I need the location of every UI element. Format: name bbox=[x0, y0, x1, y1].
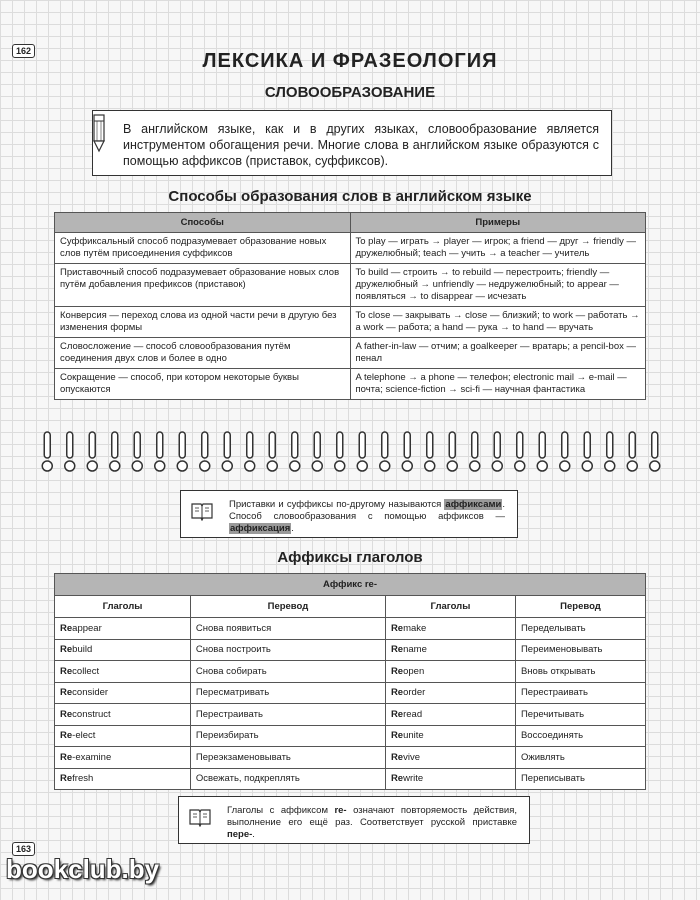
table-row bbox=[55, 338, 646, 369]
note-re-prefix bbox=[178, 796, 530, 844]
verb-prefix: Re bbox=[390, 708, 404, 720]
spiral-ring bbox=[470, 432, 480, 471]
translation-text: Перечитывать bbox=[520, 708, 585, 720]
translation-text: Перестраивать bbox=[195, 708, 263, 720]
verb-stem: order bbox=[403, 687, 426, 699]
affix-heading: Аффиксы глаголов bbox=[277, 549, 423, 566]
verb-prefix: Re bbox=[60, 622, 73, 634]
verb-stem: open bbox=[403, 665, 425, 677]
verb-stem: construct bbox=[72, 708, 111, 720]
spiral-ring bbox=[357, 432, 367, 471]
translation-cell bbox=[190, 725, 385, 747]
verb-cell bbox=[55, 704, 191, 726]
spiral-ring bbox=[65, 432, 75, 471]
col-header-verbs: Глаголы bbox=[55, 596, 191, 618]
spiral-ring bbox=[380, 432, 390, 471]
spiral-ring bbox=[402, 432, 412, 471]
verb-prefix: Re bbox=[390, 665, 404, 677]
bold-term: re- bbox=[334, 805, 347, 816]
verb-stem: fresh bbox=[72, 773, 94, 785]
translation-cell bbox=[190, 661, 385, 683]
verb-cell bbox=[55, 661, 191, 683]
spiral-ring bbox=[425, 432, 435, 471]
verb-stem: build bbox=[72, 644, 93, 656]
table-row bbox=[55, 307, 646, 338]
verb-stem: appear bbox=[72, 622, 102, 634]
methods-header-examples: Примеры bbox=[350, 213, 646, 233]
translation-text: Пересматривать bbox=[195, 687, 270, 699]
translation-cell bbox=[515, 704, 645, 726]
verb-cell bbox=[385, 682, 515, 704]
spiral-ring bbox=[87, 432, 97, 471]
verb-prefix: Re bbox=[60, 751, 73, 763]
methods-heading: Способы образования слов в английском языке bbox=[168, 188, 532, 205]
highlight-term: аффиксами bbox=[445, 499, 502, 510]
note-text: означают повторяемость действия, выполнение его ещё раз. Соответствует русской приставке bbox=[227, 805, 517, 828]
verb-cell bbox=[55, 768, 191, 790]
bold-term: пере- bbox=[227, 829, 253, 840]
spiral-ring bbox=[155, 432, 165, 471]
verb-prefix: Re bbox=[60, 773, 73, 785]
verb-stem: collect bbox=[72, 665, 100, 677]
spiral-ring bbox=[560, 432, 570, 471]
spiral-ring bbox=[312, 432, 322, 471]
method-examples: A telephone → a phone — телефон; electronic mail → e-mail — почта; science-fiction → sci-fi — научная фантастика bbox=[350, 369, 646, 400]
verb-stem: write bbox=[403, 773, 424, 785]
table-row bbox=[55, 725, 646, 747]
note-text: . Способ словообразования с помощью аффиксов — bbox=[229, 499, 505, 522]
table-row bbox=[55, 704, 646, 726]
table-row bbox=[55, 682, 646, 704]
translation-text: Переизбирать bbox=[195, 730, 259, 742]
col-header-translation: Перевод bbox=[515, 596, 645, 618]
verb-cell bbox=[55, 725, 191, 747]
verb-stem: -examine bbox=[72, 751, 112, 763]
verb-stem: read bbox=[403, 708, 423, 720]
table-row bbox=[55, 618, 646, 640]
translation-text: Перестраивать bbox=[520, 687, 588, 699]
translation-cell bbox=[515, 747, 645, 769]
note-text: Приставки и суффиксы по-другому называются bbox=[229, 499, 445, 510]
translation-text: Переэкзаменовывать bbox=[195, 751, 291, 763]
table-row bbox=[55, 747, 646, 769]
method-description: Словосложение — способ словообразования путём соединения двух слов и более в одно bbox=[55, 338, 351, 369]
translation-cell bbox=[190, 682, 385, 704]
verb-cell bbox=[385, 704, 515, 726]
intro-box bbox=[92, 110, 612, 176]
affix-group-header: Аффикс re- bbox=[55, 574, 646, 596]
verb-cell bbox=[55, 618, 191, 640]
verb-prefix: Re bbox=[390, 730, 404, 742]
table-row bbox=[55, 233, 646, 264]
translation-cell bbox=[515, 661, 645, 683]
verb-stem: unite bbox=[403, 730, 424, 742]
page-number-bottom: 163 bbox=[12, 842, 35, 856]
method-examples: To build — строить → to rebuild — перестроить; friendly — дружелюбный → unfriendly — недружелюбный; to appear — появляться → to disappear — исчезать bbox=[350, 264, 646, 307]
verb-prefix: Re bbox=[60, 708, 73, 720]
pen-icon bbox=[91, 113, 107, 153]
translation-cell bbox=[515, 682, 645, 704]
spiral-ring bbox=[132, 432, 142, 471]
verb-prefix: Re bbox=[390, 751, 404, 763]
spiral-ring bbox=[627, 432, 637, 471]
method-examples: To close — закрывать → close — близкий; to work — работать → a work — работа; a hand — рука → to hand — вручать bbox=[350, 307, 646, 338]
highlight-term: аффиксация bbox=[230, 523, 291, 534]
translation-cell bbox=[190, 639, 385, 661]
translation-text: Переименовывать bbox=[520, 644, 603, 656]
translation-text: Переделывать bbox=[520, 622, 586, 634]
spiral-binding bbox=[36, 428, 666, 478]
verb-prefix: Re bbox=[60, 687, 73, 699]
page-number-top: 162 bbox=[12, 44, 35, 58]
translation-cell bbox=[515, 618, 645, 640]
spiral-ring bbox=[492, 432, 502, 471]
spiral-ring bbox=[447, 432, 457, 471]
intro-text: В английском языке, как и в других языках, словообразование является инструментом обогащения речи. Многие слова в английском языке образуются с помощью аффиксов (приставок, суффиксов). bbox=[123, 122, 599, 168]
spiral-ring bbox=[200, 432, 210, 471]
affix-table bbox=[54, 573, 646, 790]
note-affixes bbox=[180, 490, 518, 538]
table-row bbox=[55, 264, 646, 307]
spiral-ring bbox=[335, 432, 345, 471]
verb-prefix: Re bbox=[60, 730, 73, 742]
spiral-ring bbox=[582, 432, 592, 471]
spiral-ring bbox=[245, 432, 255, 471]
book-icon bbox=[189, 807, 211, 827]
verb-cell bbox=[385, 725, 515, 747]
verb-stem: name bbox=[403, 644, 427, 656]
translation-text: Снова построить bbox=[195, 644, 271, 656]
method-description: Суффиксальный способ подразумевает образование новых слов путём присоединения суффиксов bbox=[55, 233, 351, 264]
method-examples: A father-in-law — отчим; a goalkeeper — вратарь; a pencil-box — пенал bbox=[350, 338, 646, 369]
spiral-ring bbox=[650, 432, 660, 471]
translation-text: Воссоединять bbox=[520, 730, 584, 742]
verb-prefix: Re bbox=[390, 622, 404, 634]
translation-text: Снова появиться bbox=[195, 622, 272, 634]
translation-cell bbox=[515, 725, 645, 747]
translation-cell bbox=[515, 639, 645, 661]
translation-text: Оживлять bbox=[520, 751, 565, 763]
watermark: bookclub.by bbox=[6, 854, 160, 884]
table-row bbox=[55, 369, 646, 400]
spiral-ring bbox=[290, 432, 300, 471]
page-title: ЛЕКСИКА И ФРАЗЕОЛОГИЯ bbox=[202, 50, 498, 72]
translation-cell bbox=[190, 704, 385, 726]
col-header-translation: Перевод bbox=[190, 596, 385, 618]
note-re-text bbox=[227, 805, 517, 841]
method-description: Сокращение — способ, при котором некоторые буквы опускаются bbox=[55, 369, 351, 400]
verb-cell bbox=[385, 768, 515, 790]
verb-prefix: Re bbox=[390, 773, 404, 785]
spiral-ring bbox=[42, 432, 52, 471]
translation-cell bbox=[190, 768, 385, 790]
col-header-verbs: Глаголы bbox=[385, 596, 515, 618]
verb-stem: -elect bbox=[72, 730, 96, 742]
translation-text: Вновь открывать bbox=[520, 665, 596, 677]
method-description: Конверсия — переход слова из одной части речи в другую без изменения формы bbox=[55, 307, 351, 338]
translation-cell bbox=[190, 747, 385, 769]
translation-text: Снова собирать bbox=[195, 665, 267, 677]
spiral-ring bbox=[110, 432, 120, 471]
translation-text: Переписывать bbox=[520, 773, 585, 785]
verb-stem: consider bbox=[72, 687, 109, 699]
verb-stem: vive bbox=[403, 751, 420, 763]
spiral-ring bbox=[515, 432, 525, 471]
table-row bbox=[55, 661, 646, 683]
table-row bbox=[55, 639, 646, 661]
note-text: . bbox=[252, 829, 255, 840]
spiral-ring bbox=[222, 432, 232, 471]
spiral-ring bbox=[267, 432, 277, 471]
note-text: Глаголы с аффиксом bbox=[227, 805, 335, 816]
spiral-ring bbox=[177, 432, 187, 471]
table-row bbox=[55, 768, 646, 790]
method-examples: To play — играть → player — игрок; a friend — друг → friendly — дружелюбный; teach — учить → a teacher — учитель bbox=[350, 233, 646, 264]
page-subtitle: СЛОВООБРАЗОВАНИЕ bbox=[264, 84, 436, 101]
verb-cell bbox=[385, 618, 515, 640]
method-description: Приставочный способ подразумевает образование новых слов путём добавления префиксов (приставок) bbox=[55, 264, 351, 307]
spiral-ring bbox=[605, 432, 615, 471]
verb-prefix: Re bbox=[390, 644, 404, 656]
verb-cell bbox=[55, 639, 191, 661]
verb-cell bbox=[385, 661, 515, 683]
translation-cell bbox=[515, 768, 645, 790]
translation-cell bbox=[190, 618, 385, 640]
verb-cell bbox=[385, 639, 515, 661]
spiral-ring bbox=[537, 432, 547, 471]
verb-cell bbox=[55, 682, 191, 704]
verb-cell bbox=[55, 747, 191, 769]
note-text: . bbox=[291, 523, 294, 534]
verb-prefix: Re bbox=[60, 665, 73, 677]
translation-text: Освежать, подкреплять bbox=[195, 773, 300, 785]
verb-prefix: Re bbox=[60, 644, 73, 656]
verb-stem: make bbox=[403, 622, 427, 634]
methods-table bbox=[54, 212, 646, 400]
note-affixes-text bbox=[229, 499, 505, 535]
verb-prefix: Re bbox=[390, 687, 404, 699]
methods-header-ways: Способы bbox=[55, 213, 351, 233]
book-icon bbox=[191, 501, 213, 521]
verb-cell bbox=[385, 747, 515, 769]
